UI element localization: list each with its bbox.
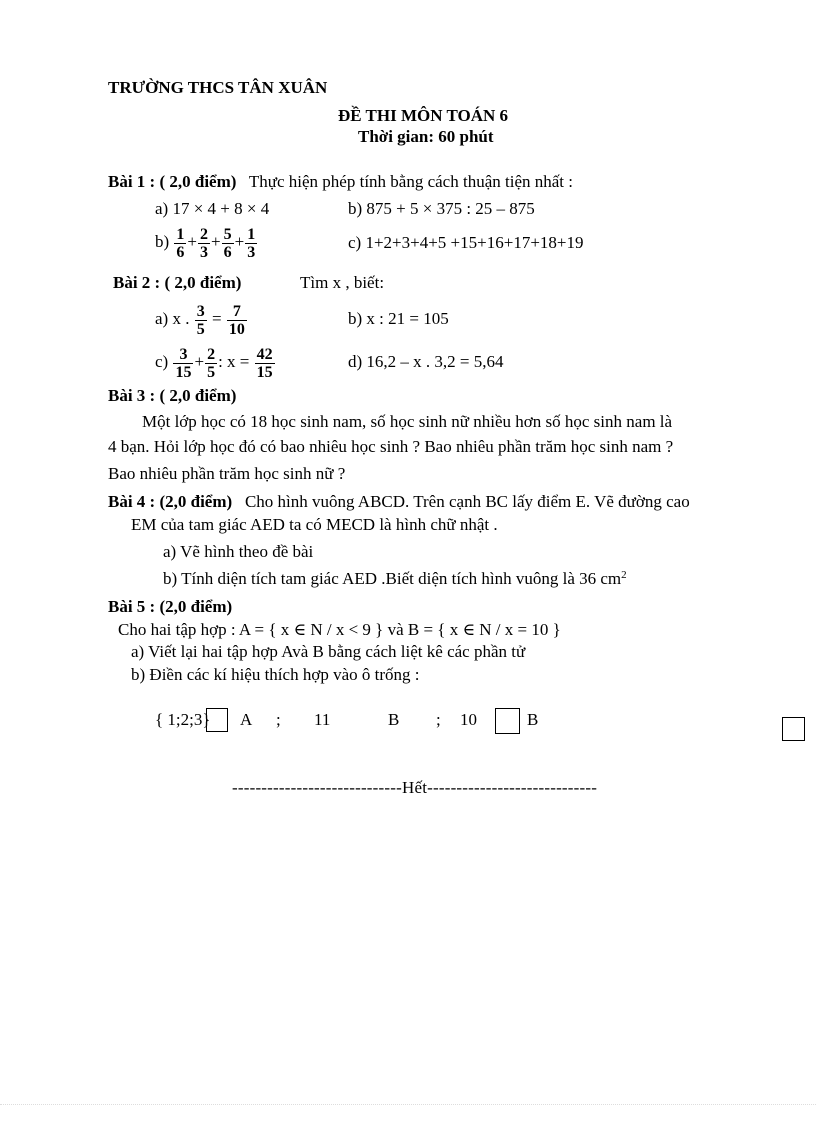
school-name: TRƯỜNG THCS TÂN XUÂN: [108, 78, 328, 97]
fill1-set: A: [240, 710, 253, 729]
bai2-prompt: Tìm x , biết:: [300, 273, 385, 292]
fraction-2-3: $\frac{2}{3}$: [200, 225, 209, 261]
bai3-line2: 4 bạn. Hỏi lớp học đó có bao nhiêu học sinh ? Bao nhiêu phần trăm học sinh nam ?: [108, 437, 674, 456]
bai4-a: a) Vẽ hình theo đề bài: [163, 542, 314, 561]
fraction-42-15: $\frac{42}{15}$: [256, 345, 273, 381]
fill-box-2[interactable]: [782, 717, 805, 741]
fill-box-3[interactable]: [495, 708, 520, 734]
bai3-label: Bài 3 : ( 2,0 điểm): [108, 386, 237, 405]
fraction-3-15: $\frac{3}{15}$: [175, 345, 192, 381]
bai1-label: Bài 1 : ( 2,0 điểm): [108, 172, 237, 191]
bai1-b: b) 875 + 5 × 375 : 25 – 875: [348, 199, 535, 218]
page-bottom-divider: [0, 1104, 816, 1105]
bai4-line2: EM của tam giác AED ta có MECD là hình chữ nhật .: [131, 515, 498, 534]
fill2-set: B: [388, 710, 400, 729]
fraction-5-6: $\frac{5}{6}$: [223, 225, 232, 261]
bai1-heading: [108, 172, 573, 192]
fraction-1-3: $\frac{1}{3}$: [247, 225, 256, 261]
bai1-prompt: Thực hiện phép tính bằng cách thuận tiện nhất :: [248, 172, 573, 191]
bai1-fraction-sum: b) $\frac{1}{6}$ + $\frac{2}{3}$ + $\frac{5}{6}$ + $\frac{1}{3}$: [155, 225, 256, 261]
separator-1: ;: [276, 710, 281, 729]
bai4-line1: Cho hình vuông ABCD. Trên cạnh BC lấy điểm E. Vẽ đường cao: [244, 492, 690, 511]
end-marker: -----------------------------Hết-----------------------------: [232, 778, 598, 797]
fill3-set: B: [527, 710, 539, 729]
fraction-2-5: $\frac{2}{5}$: [207, 345, 216, 381]
bai1-a: a) 17 × 4 + 8 × 4: [155, 199, 270, 218]
bai4-b: b) Tính diện tích tam giác AED .Biết diện tích hình vuông là 36 $cm^2$: [163, 569, 627, 588]
bai5-label: Bài 5 : (2,0 điểm): [108, 597, 233, 616]
bai5-a: a) Viết lại hai tập hợp Avà B bằng cách liệt kê các phần tử: [131, 642, 526, 661]
bai5-fill3: 10: [460, 710, 477, 729]
bai3-line1: Một lớp học có 18 học sinh nam, số học sinh nữ nhiều hơn số học sinh nam là: [142, 412, 673, 431]
bai1-c-label: b): [155, 232, 170, 251]
bai3-line3: Bao nhiêu phần trăm học sinh nữ ?: [108, 464, 346, 483]
bai5-fill2: 11: [314, 710, 331, 729]
bai4-label: Bài 4 : (2,0 điểm): [108, 492, 233, 511]
bai2-c: c) $\frac{3}{15}$ + $\frac{2}{5}$ : x = $\frac{42}{15}$: [155, 345, 273, 381]
fraction-3-5: $\frac{3}{5}$: [196, 302, 205, 338]
fraction-1-6: $\frac{1}{6}$: [176, 225, 185, 261]
bai1-c: c) 1+2+3+4+5 +15+16+17+18+19: [348, 233, 584, 252]
bai5-sets: Cho hai tập hợp : A = { x ∈ N / x < 9 } và B = { x ∈ N / x = 10 }: [118, 620, 561, 639]
bai4-heading: [108, 492, 690, 512]
fraction-7-10: $\frac{7}{10}$: [228, 302, 245, 338]
bai2-label: Bài 2 : ( 2,0 điểm): [113, 273, 242, 292]
exam-time: Thời gian: 60 phút: [358, 127, 494, 146]
bai2-b: b) x : 21 = 105: [348, 309, 449, 328]
separator-2: ;: [436, 710, 441, 729]
bai5-fill1: { 1;2;3}: [155, 710, 211, 729]
bai2-d: d) 16,2 – x . 3,2 = 5,64: [348, 352, 504, 371]
exam-title: ĐỀ THI MÔN TOÁN 6: [338, 106, 509, 125]
bai5-b: b) Điền các kí hiệu thích hợp vào ô trống :: [131, 665, 420, 684]
fill-box-1[interactable]: [206, 708, 228, 732]
bai2-a: a) x . $\frac{3}{5}$ = $\frac{7}{10}$: [155, 302, 245, 338]
